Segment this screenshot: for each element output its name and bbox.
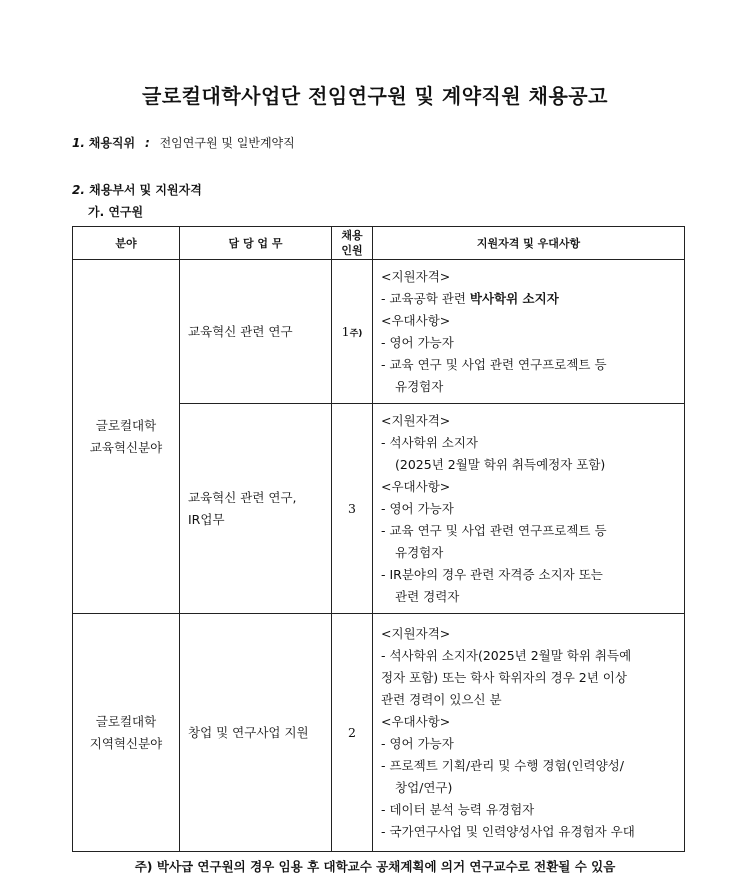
qualification-line xyxy=(381,777,676,799)
qualification-emphasis: 박사학위 소지자 xyxy=(469,290,559,306)
qualification-line xyxy=(381,689,676,711)
qualification-text: <우대사항> xyxy=(381,713,451,729)
footnote: 주) 박사급 연구원의 경우 임용 후 대학교수 공채계획에 의거 연구교수로 전환될 수 있음 xyxy=(134,859,616,874)
qualification-text: (2025년 2월말 학위 취득예정자 포함) xyxy=(395,456,606,472)
qualification-text: - 석사학위 소지자(2025년 2월말 학위 취득예 xyxy=(381,647,632,663)
header-area: 분야 xyxy=(73,227,180,260)
area-line: 교육혁신분야 xyxy=(89,439,163,455)
area-cell-regional xyxy=(73,614,180,852)
qualification-text: - 영어 가능자 xyxy=(381,500,454,516)
duty-line: IR업무 xyxy=(188,511,225,527)
qualification-line xyxy=(381,564,676,586)
qualification-text: <우대사항> xyxy=(381,312,451,328)
count-note: 주) xyxy=(349,329,363,339)
qualification-line xyxy=(381,266,676,288)
table-row xyxy=(73,614,685,852)
qualification-line xyxy=(381,645,676,667)
count-cell xyxy=(332,404,373,614)
count-value: 3 xyxy=(348,501,356,516)
qualification-cell xyxy=(373,614,685,852)
section-2-label: 채용부서 및 지원자격 xyxy=(89,183,202,197)
duty-cell xyxy=(180,614,332,852)
qualification-line xyxy=(381,586,676,608)
qualification-text: 유경험자 xyxy=(395,544,444,560)
qualification-line xyxy=(381,288,676,310)
qualification-line xyxy=(381,354,676,376)
qualification-line xyxy=(381,733,676,755)
header-count xyxy=(332,227,373,260)
qualification-line xyxy=(381,498,676,520)
qualification-text: - 교육 연구 및 사업 관련 연구프로젝트 등 xyxy=(381,522,607,538)
count-value: 2 xyxy=(348,725,356,740)
qualification-line xyxy=(381,799,676,821)
qualification-line xyxy=(381,432,676,454)
area-line: 글로컬대학 xyxy=(95,713,157,729)
qualification-line xyxy=(381,310,676,332)
qualification-text: - 영어 가능자 xyxy=(381,334,454,350)
section-1-value: 전임연구원 및 일반계약직 xyxy=(159,136,295,150)
qualification-text: <지원자격> xyxy=(381,412,451,428)
subsection-title: 가. 연구원 xyxy=(88,205,144,219)
section-2-number: 2. xyxy=(72,183,85,197)
area-cell-education xyxy=(73,260,180,614)
qualification-text: 관련 경력자 xyxy=(395,588,460,604)
section-1-label: 채용직위 xyxy=(88,136,136,150)
qualification-line xyxy=(381,332,676,354)
qualification-line xyxy=(381,376,676,398)
qualification-text: 정자 포함) 또는 학사 학위자의 경우 2년 이상 xyxy=(381,669,627,685)
qualification-line xyxy=(381,821,676,843)
duty-cell xyxy=(180,260,332,404)
count-cell xyxy=(332,614,373,852)
qualification-text: <우대사항> xyxy=(381,478,451,494)
qualification-text: - 데이터 분석 능력 유경험자 xyxy=(381,801,535,817)
qualification-text: - 영어 가능자 xyxy=(381,735,454,751)
qualification-line xyxy=(381,520,676,542)
qualification-text: - 국가연구사업 및 인력양성사업 유경험자 우대 xyxy=(381,823,635,839)
qualification-text: 유경험자 xyxy=(395,378,444,394)
qualification-line xyxy=(381,623,676,645)
section-1 xyxy=(72,134,295,151)
section-1-colon: : xyxy=(144,136,150,150)
header-qualification: 지원자격 및 우대사항 xyxy=(373,227,685,260)
qualification-text: - IR분야의 경우 관련 자격증 소지자 또는 xyxy=(381,566,603,582)
qualification-line xyxy=(381,667,676,689)
qualification-line xyxy=(381,711,676,733)
qualification-line xyxy=(381,542,676,564)
duty-cell xyxy=(180,404,332,614)
section-2 xyxy=(72,181,202,198)
qualification-line xyxy=(381,410,676,432)
qualification-text: 관련 경력이 있으신 분 xyxy=(381,691,502,707)
qualification-text: - 석사학위 소지자 xyxy=(381,434,478,450)
qualification-cell xyxy=(373,260,685,404)
page-title: 글로컬대학사업단 전임연구원 및 계약직원 채용공고 xyxy=(142,84,608,108)
section-1-number: 1. xyxy=(72,136,85,150)
qualification-text: 창업/연구) xyxy=(395,779,453,795)
qualification-text: - 교육공학 관련 xyxy=(381,290,470,306)
recruitment-table xyxy=(72,226,685,852)
duty-line: 교육혁신 관련 연구, xyxy=(188,489,297,505)
table-header-row xyxy=(73,227,685,260)
header-duty: 담 당 업 무 xyxy=(180,227,332,260)
header-count-line2: 인원 xyxy=(341,244,363,257)
duty-line: 창업 및 연구사업 지원 xyxy=(188,724,309,740)
qualification-text: - 교육 연구 및 사업 관련 연구프로젝트 등 xyxy=(381,356,607,372)
qualification-line xyxy=(381,476,676,498)
qualification-line xyxy=(381,454,676,476)
qualification-cell xyxy=(373,404,685,614)
count-cell xyxy=(332,260,373,404)
qualification-line xyxy=(381,755,676,777)
qualification-text: <지원자격> xyxy=(381,625,451,641)
table-row xyxy=(73,260,685,404)
area-line: 글로컬대학 xyxy=(95,417,157,433)
header-count-line1: 채용 xyxy=(341,229,363,242)
count-value: 1 xyxy=(341,324,350,339)
area-line: 지역혁신분야 xyxy=(89,735,163,751)
qualification-text: <지원자격> xyxy=(381,268,451,284)
qualification-text: - 프로젝트 기획/관리 및 수행 경험(인력양성/ xyxy=(381,757,624,773)
duty-line: 교육혁신 관련 연구 xyxy=(188,323,293,339)
